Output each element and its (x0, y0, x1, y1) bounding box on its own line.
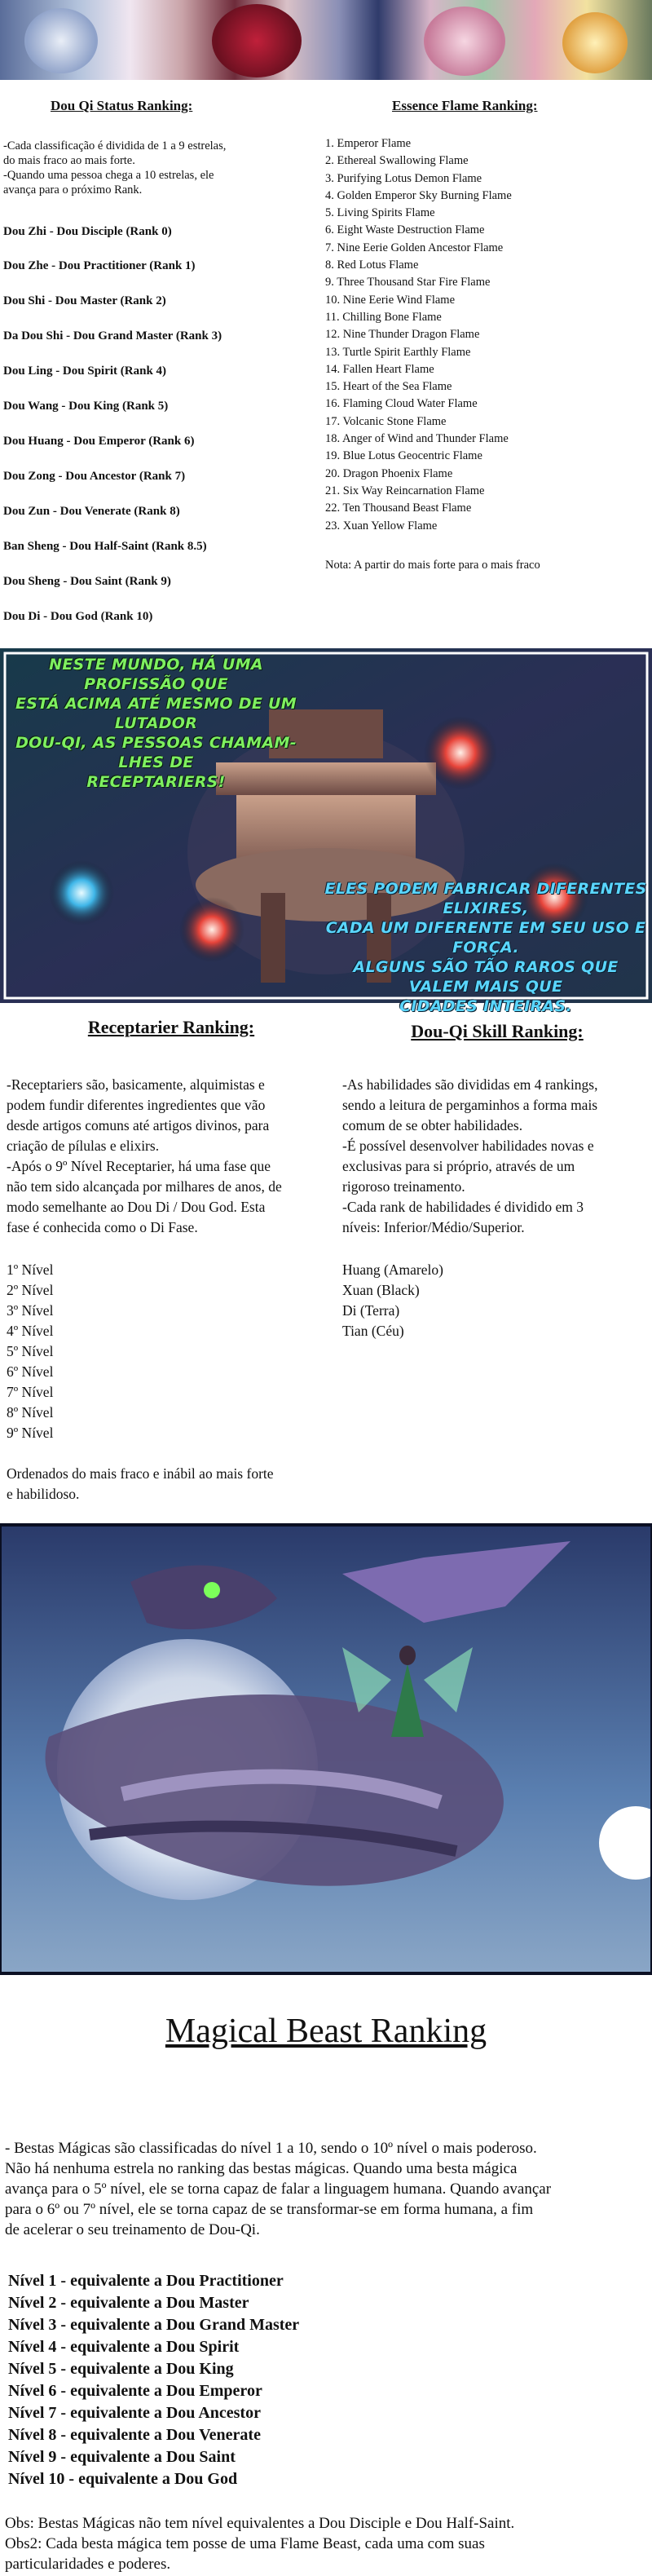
text-line: -Cada rank de habilidades é dividido em 3 (342, 1199, 584, 1215)
level-item: 5º Nível (7, 1343, 54, 1359)
text-line: níveis: Inferior/Médio/Superior. (342, 1219, 525, 1235)
text-line: Não há nenhuma estrela no ranking das bestas mágicas. Quando uma besta mágica (5, 2160, 518, 2177)
flame-item: 4. Golden Emperor Sky Burning Flame (325, 188, 512, 202)
rank-item: Dou Wang - Dou King (Rank 5) (3, 400, 169, 413)
tier-item: Di (Terra) (342, 1302, 400, 1319)
text-line: de acelerar o seu treinamento de Dou-Qi. (5, 2221, 260, 2238)
text-line: modo semelhante ao Dou Di / Dou God. Esta (7, 1199, 266, 1215)
tier-item: Huang (Amarelo) (342, 1261, 443, 1278)
tier-item: Xuan (Black) (342, 1282, 420, 1298)
rank-item: Dou Zong - Dou Ancestor (Rank 7) (3, 470, 186, 483)
flame-item: 14. Fallen Heart Flame (325, 362, 434, 376)
level-item: 9º Nível (7, 1425, 54, 1441)
level-item: 1º Nível (7, 1261, 54, 1278)
beast-level-item: Nível 1 - equivalente a Dou Practitioner (8, 2272, 284, 2290)
receptarier-text (7, 1075, 282, 1238)
top-banner-image (0, 0, 652, 80)
essence-flame-list (325, 135, 512, 535)
intro-line: -Cada classificação é dividida de 1 a 9 estrelas, (3, 139, 227, 152)
flame-item: 10. Nine Eerie Wind Flame (325, 293, 456, 307)
receptarier-footer (7, 1464, 274, 1505)
level-item: 7º Nível (7, 1384, 54, 1400)
rank-item: Dou Zhi - Dou Disciple (Rank 0) (3, 225, 172, 238)
beast-levels (8, 2270, 299, 2490)
flame-item: 19. Blue Lotus Geocentric Flame (325, 449, 482, 463)
text-line: sendo a leitura de pergaminhos a forma mais (342, 1097, 598, 1113)
text-line: não tem sido alcançada por milhares de anos, de (7, 1178, 282, 1195)
intro-line: -Quando uma pessoa chega a 10 estrelas, ele (3, 169, 214, 182)
flame-item: 17. Volcanic Stone Flame (325, 414, 447, 428)
rank-item: Dou Huang - Dou Emperor (Rank 6) (3, 435, 195, 448)
beast-observations (5, 2513, 514, 2574)
text-line: fase é conhecida como o Di Fase. (7, 1219, 198, 1235)
text-line: exclusivas para si próprio, através de um (342, 1158, 575, 1174)
beast-level-item: Nível 6 - equivalente a Dou Emperor (8, 2382, 262, 2400)
comic-caption-bottom (322, 879, 650, 1016)
caption-line: ALGUNS SÃO TÃO RAROS QUE VALEM MAIS QUE (353, 958, 619, 996)
skill-title: Dou-Qi Skill Ranking: (411, 1021, 584, 1041)
flame-item: 7. Nine Eerie Golden Ancestor Flame (325, 241, 504, 254)
rank-item: Dou Shi - Dou Master (Rank 2) (3, 294, 166, 307)
skill-text (342, 1075, 598, 1238)
level-item: 3º Nível (7, 1302, 54, 1319)
text-line: -Receptariers são, basicamente, alquimistas e (7, 1076, 265, 1093)
caption-line: DOU-QI, AS PESSOAS CHAMAM-LHES DE (15, 734, 297, 771)
text-line: - Bestas Mágicas são classificadas do nível 1 a 10, sendo o 10º nível o mais poderoso. (5, 2140, 537, 2157)
text-line: Ordenados do mais fraco e inábil ao mais forte (7, 1465, 274, 1482)
obs-line: Obs2: Cada besta mágica tem posse de uma Flame Beast, cada uma com suas (5, 2535, 485, 2552)
essence-flame-title: Essence Flame Ranking: (392, 98, 538, 113)
beast-level-item: Nível 8 - equivalente a Dou Venerate (8, 2426, 261, 2444)
text-line: -É possível desenvolver habilidades novas e (342, 1138, 594, 1154)
beast-level-item: Nível 2 - equivalente a Dou Master (8, 2294, 249, 2312)
flame-item: 18. Anger of Wind and Thunder Flame (325, 432, 509, 446)
flame-item: 21. Six Way Reincarnation Flame (325, 484, 485, 497)
text-line: rigoroso treinamento. (342, 1178, 465, 1195)
obs-line: particularidades e poderes. (5, 2556, 171, 2573)
level-item: 8º Nível (7, 1404, 54, 1421)
flame-item: 1. Emperor Flame (325, 137, 412, 150)
caption-line: CADA UM DIFERENTE EM SEU USO E FORÇA. (325, 919, 646, 957)
beast-level-item: Nível 4 - equivalente a Dou Spirit (8, 2338, 240, 2356)
caption-line: ESTÁ ACIMA ATÉ MESMO DE UM LUTADOR (15, 695, 297, 732)
rank-item: Dou Ling - Dou Spirit (Rank 4) (3, 365, 167, 378)
flame-item: 12. Nine Thunder Dragon Flame (325, 328, 480, 342)
flame-item: 8. Red Lotus Flame (325, 258, 419, 272)
rank-item: Dou Zun - Dou Venerate (Rank 8) (3, 505, 180, 518)
skill-tiers (342, 1260, 443, 1341)
beast-level-item: Nível 5 - equivalente a Dou King (8, 2360, 234, 2378)
level-item: 6º Nível (7, 1363, 54, 1380)
flame-item: 6. Eight Waste Destruction Flame (325, 223, 485, 237)
flame-item: 9. Three Thousand Star Fire Flame (325, 276, 491, 289)
tier-item: Tian (Céu) (342, 1323, 404, 1339)
text-line: desde artigos comuns até artigos divinos, para (7, 1117, 270, 1133)
beast-level-item: Nível 9 - equivalente a Dou Saint (8, 2448, 236, 2466)
comic-artwork-dragon (0, 1525, 652, 1973)
rank-item: Dou Zhe - Dou Practitioner (Rank 1) (3, 259, 196, 272)
flame-item: 11. Chilling Bone Flame (325, 310, 442, 324)
flame-item: 20. Dragon Phoenix Flame (325, 466, 453, 480)
rank-item: Dou Sheng - Dou Saint (Rank 9) (3, 575, 171, 588)
receptarier-levels (7, 1260, 53, 1443)
caption-line: CIDADES INTEIRAS. (399, 997, 572, 1015)
flame-item: 13. Turtle Spirit Earthly Flame (325, 345, 471, 359)
flame-item: 5. Living Spirits Flame (325, 206, 435, 220)
dou-qi-status-title: Dou Qi Status Ranking: (51, 98, 193, 113)
beast-level-item: Nível 3 - equivalente a Dou Grand Master (8, 2316, 300, 2334)
beast-level-item: Nível 7 - equivalente a Dou Ancestor (8, 2404, 261, 2422)
beast-level-item: Nível 10 - equivalente a Dou God (8, 2470, 238, 2488)
level-item: 4º Nível (7, 1323, 54, 1339)
dou-qi-status-intro (3, 139, 226, 197)
obs-line: Obs: Bestas Mágicas não tem nível equivalentes a Dou Disciple e Dou Half-Saint. (5, 2515, 515, 2532)
beast-intro (5, 2138, 551, 2240)
intro-line: do mais fraco ao mais forte. (3, 154, 135, 167)
essence-flame-note: Nota: A partir do mais forte para o mais fraco (325, 559, 540, 572)
text-line: -As habilidades são divididas em 4 rankings, (342, 1076, 598, 1093)
receptarier-title: Receptarier Ranking: (87, 1017, 255, 1037)
rank-item: Dou Di - Dou God (Rank 10) (3, 610, 153, 623)
comic-panel-receptarier (0, 648, 652, 1015)
level-item: 2º Nível (7, 1282, 54, 1298)
flame-item: 15. Heart of the Sea Flame (325, 380, 452, 394)
rank-item: Da Dou Shi - Dou Grand Master (Rank 3) (3, 329, 222, 342)
comic-caption-top (3, 655, 309, 792)
flame-item: 2. Ethereal Swallowing Flame (325, 154, 469, 168)
caption-line: RECEPTARIERS! (86, 773, 226, 791)
text-line: podem fundir diferentes ingredientes que vão (7, 1097, 266, 1113)
flame-item: 22. Ten Thousand Beast Flame (325, 502, 472, 515)
text-line: para o 6º ou 7º nível, ele se torna capaz de se transformar-se em forma humana, a fim (5, 2201, 534, 2218)
rank-item: Ban Sheng - Dou Half-Saint (Rank 8.5) (3, 540, 207, 553)
magical-beast-title: Magical Beast Ranking (165, 2013, 487, 2050)
text-line: avança para o 5º nível, ele se torna capaz de falar a linguagem humana. Quando avançar (5, 2181, 552, 2198)
flame-item: 3. Purifying Lotus Demon Flame (325, 171, 482, 185)
caption-line: ELES PODEM FABRICAR DIFERENTES ELIXIRES, (324, 880, 647, 917)
comic-panel-beast (0, 1525, 652, 1973)
text-line: -Após o 9º Nível Receptarier, há uma fase que (7, 1158, 271, 1174)
text-line: criação de pílulas e elixirs. (7, 1138, 160, 1154)
flame-item: 16. Flaming Cloud Water Flame (325, 397, 478, 411)
flame-item: 23. Xuan Yellow Flame (325, 519, 438, 532)
caption-line: NESTE MUNDO, HÁ UMA PROFISSÃO QUE (49, 656, 263, 693)
intro-line: avança para o próximo Rank. (3, 183, 143, 197)
text-line: comum de se obter habilidades. (342, 1117, 523, 1133)
text-line: e habilidoso. (7, 1486, 80, 1502)
